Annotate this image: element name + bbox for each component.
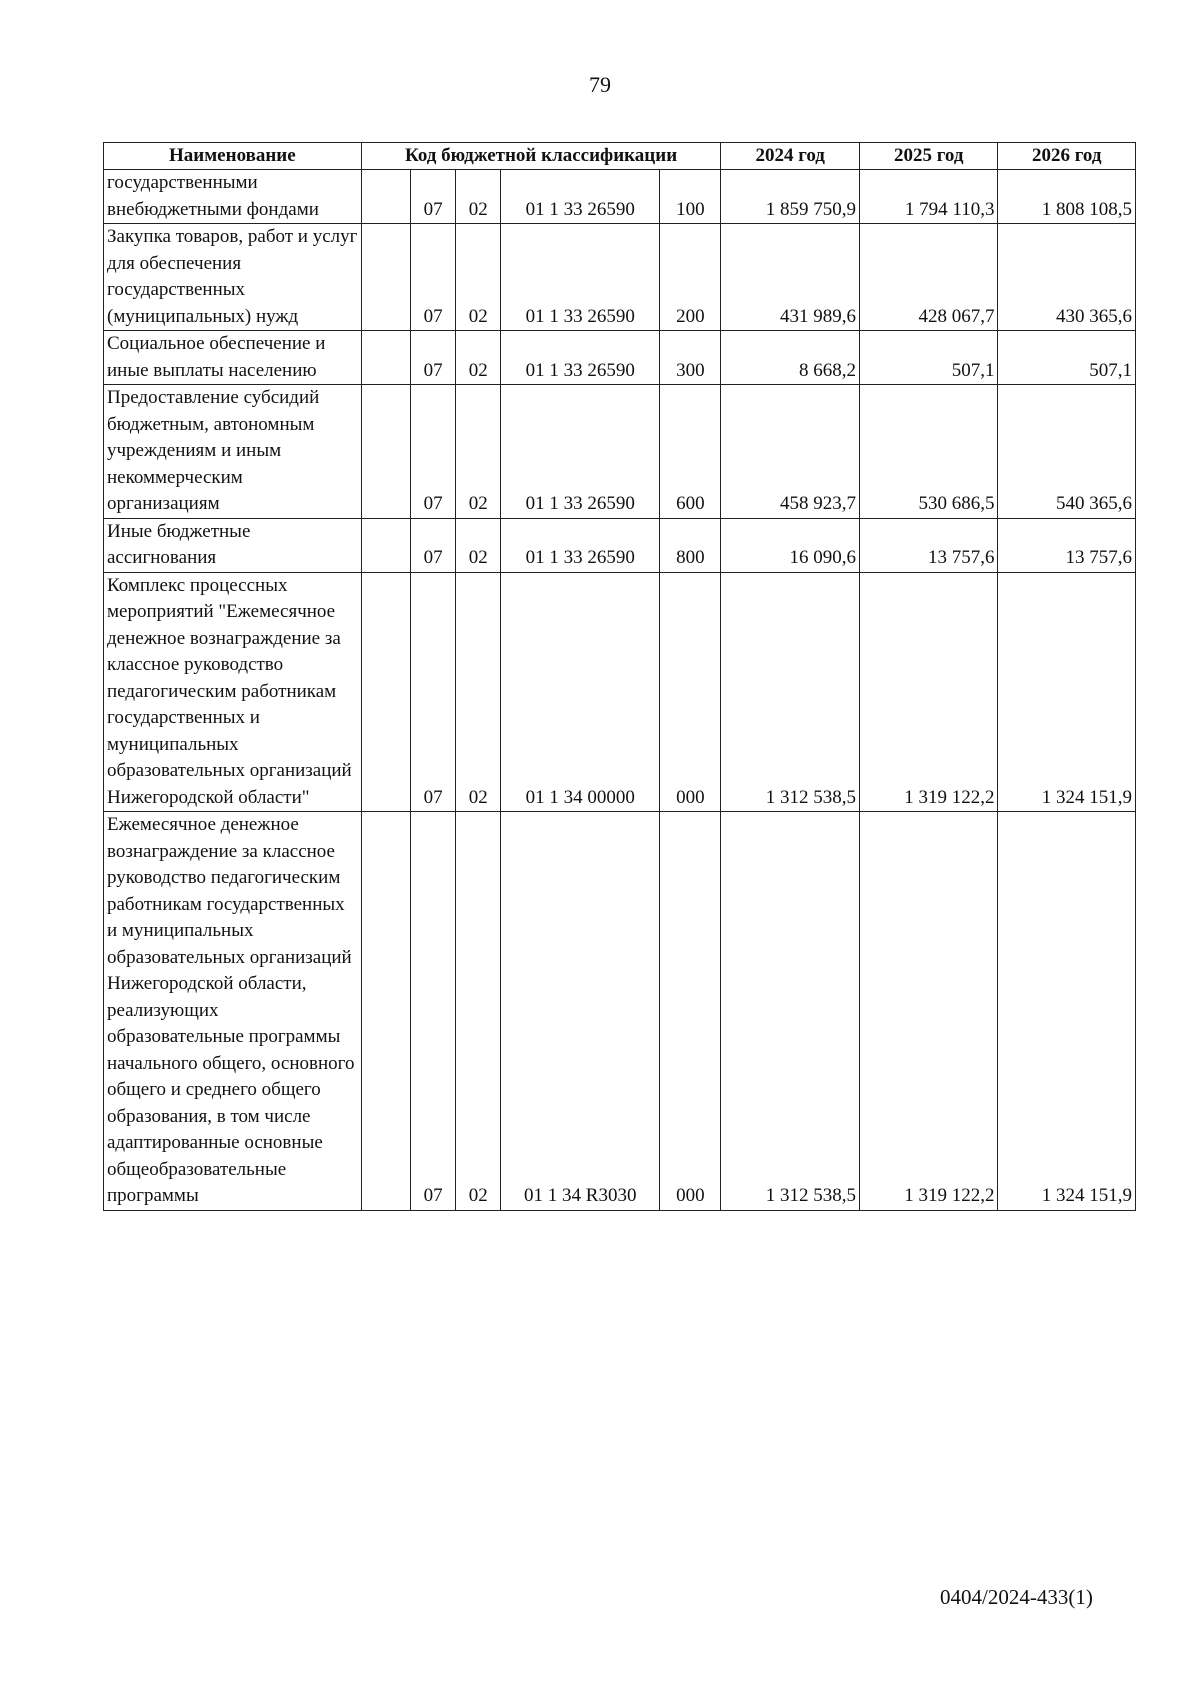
- row-code-blank: [361, 170, 410, 224]
- row-value-2025: 1 319 122,2: [859, 572, 998, 812]
- row-code-blank: [361, 518, 410, 572]
- row-name: Ежемесячное денежное вознаграждение за классное руководство педагогическим работникам государственных и муниципальных образовательных организаций Нижегородской области, реализующих образовательные программы начального общего, основного общего и среднего общего образования, в том числе адаптированные основные общеобразовательные программы: [104, 812, 362, 1211]
- row-name: Закупка товаров, работ и услуг для обеспечения государственных (муниципальных) нужд: [104, 224, 362, 331]
- row-value-2025: 530 686,5: [859, 385, 998, 519]
- row-code-expense-type: 300: [660, 331, 721, 385]
- row-value-2026: 540 365,6: [998, 385, 1136, 519]
- row-code-article: 01 1 34 00000: [501, 572, 660, 812]
- row-value-2024: 458 923,7: [721, 385, 860, 519]
- header-2026: 2026 год: [998, 143, 1136, 170]
- row-value-2024: 16 090,6: [721, 518, 860, 572]
- row-code-section: 07: [411, 812, 456, 1211]
- row-code-subsection: 02: [456, 331, 501, 385]
- header-2024: 2024 год: [721, 143, 860, 170]
- row-value-2025: 428 067,7: [859, 224, 998, 331]
- row-value-2026: 1 808 108,5: [998, 170, 1136, 224]
- row-code-blank: [361, 224, 410, 331]
- row-value-2024: 1 312 538,5: [721, 812, 860, 1211]
- row-code-expense-type: 100: [660, 170, 721, 224]
- row-code-article: 01 1 33 26590: [501, 385, 660, 519]
- row-code-subsection: 02: [456, 224, 501, 331]
- table-row: [104, 331, 1136, 385]
- table-row: [104, 224, 1136, 331]
- row-value-2025: 1 794 110,3: [859, 170, 998, 224]
- document-code: 0404/2024-433(1): [940, 1585, 1093, 1609]
- row-code-article: 01 1 33 26590: [501, 224, 660, 331]
- row-value-2026: 1 324 151,9: [998, 812, 1136, 1211]
- row-value-2025: 507,1: [859, 331, 998, 385]
- row-value-2024: 1 312 538,5: [721, 572, 860, 812]
- page-number: 79: [589, 72, 611, 97]
- row-code-section: 07: [411, 224, 456, 331]
- row-name: Комплекс процессных мероприятий "Ежемесячное денежное вознаграждение за классное руководство педагогическим работникам государственных и муниципальных образовательных организаций Нижегородской области": [104, 572, 362, 812]
- row-value-2026: 430 365,6: [998, 224, 1136, 331]
- row-code-expense-type: 000: [660, 572, 721, 812]
- row-value-2025: 1 319 122,2: [859, 812, 998, 1211]
- header-code: Код бюджетной классификации: [361, 143, 721, 170]
- row-value-2026: 1 324 151,9: [998, 572, 1136, 812]
- table-row: [104, 812, 1136, 1211]
- table-row: [104, 170, 1136, 224]
- row-code-subsection: 02: [456, 518, 501, 572]
- row-code-subsection: 02: [456, 812, 501, 1211]
- row-code-expense-type: 000: [660, 812, 721, 1211]
- row-value-2024: 1 859 750,9: [721, 170, 860, 224]
- row-code-expense-type: 800: [660, 518, 721, 572]
- row-code-expense-type: 600: [660, 385, 721, 519]
- row-name: государственными внебюджетными фондами: [104, 170, 362, 224]
- row-code-blank: [361, 331, 410, 385]
- row-code-article: 01 1 34 R3030: [501, 812, 660, 1211]
- row-code-section: 07: [411, 518, 456, 572]
- table-row: [104, 518, 1136, 572]
- row-code-section: 07: [411, 385, 456, 519]
- row-code-section: 07: [411, 572, 456, 812]
- row-code-blank: [361, 385, 410, 519]
- row-name: Иные бюджетные ассигнования: [104, 518, 362, 572]
- budget-table: [103, 142, 1136, 1211]
- row-code-article: 01 1 33 26590: [501, 170, 660, 224]
- row-name: Предоставление субсидий бюджетным, автономным учреждениям и иным некоммерческим организациям: [104, 385, 362, 519]
- row-value-2024: 8 668,2: [721, 331, 860, 385]
- table-row: [104, 572, 1136, 812]
- row-code-section: 07: [411, 331, 456, 385]
- row-code-article: 01 1 33 26590: [501, 518, 660, 572]
- table-row: [104, 385, 1136, 519]
- row-code-subsection: 02: [456, 170, 501, 224]
- row-code-article: 01 1 33 26590: [501, 331, 660, 385]
- row-value-2025: 13 757,6: [859, 518, 998, 572]
- row-code-blank: [361, 812, 410, 1211]
- table-header-row: [104, 143, 1136, 170]
- row-code-expense-type: 200: [660, 224, 721, 331]
- row-name: Социальное обеспечение и иные выплаты населению: [104, 331, 362, 385]
- header-2025: 2025 год: [859, 143, 998, 170]
- row-value-2026: 13 757,6: [998, 518, 1136, 572]
- row-code-subsection: 02: [456, 385, 501, 519]
- row-code-blank: [361, 572, 410, 812]
- row-code-section: 07: [411, 170, 456, 224]
- row-value-2024: 431 989,6: [721, 224, 860, 331]
- row-value-2026: 507,1: [998, 331, 1136, 385]
- header-name: Наименование: [104, 143, 362, 170]
- row-code-subsection: 02: [456, 572, 501, 812]
